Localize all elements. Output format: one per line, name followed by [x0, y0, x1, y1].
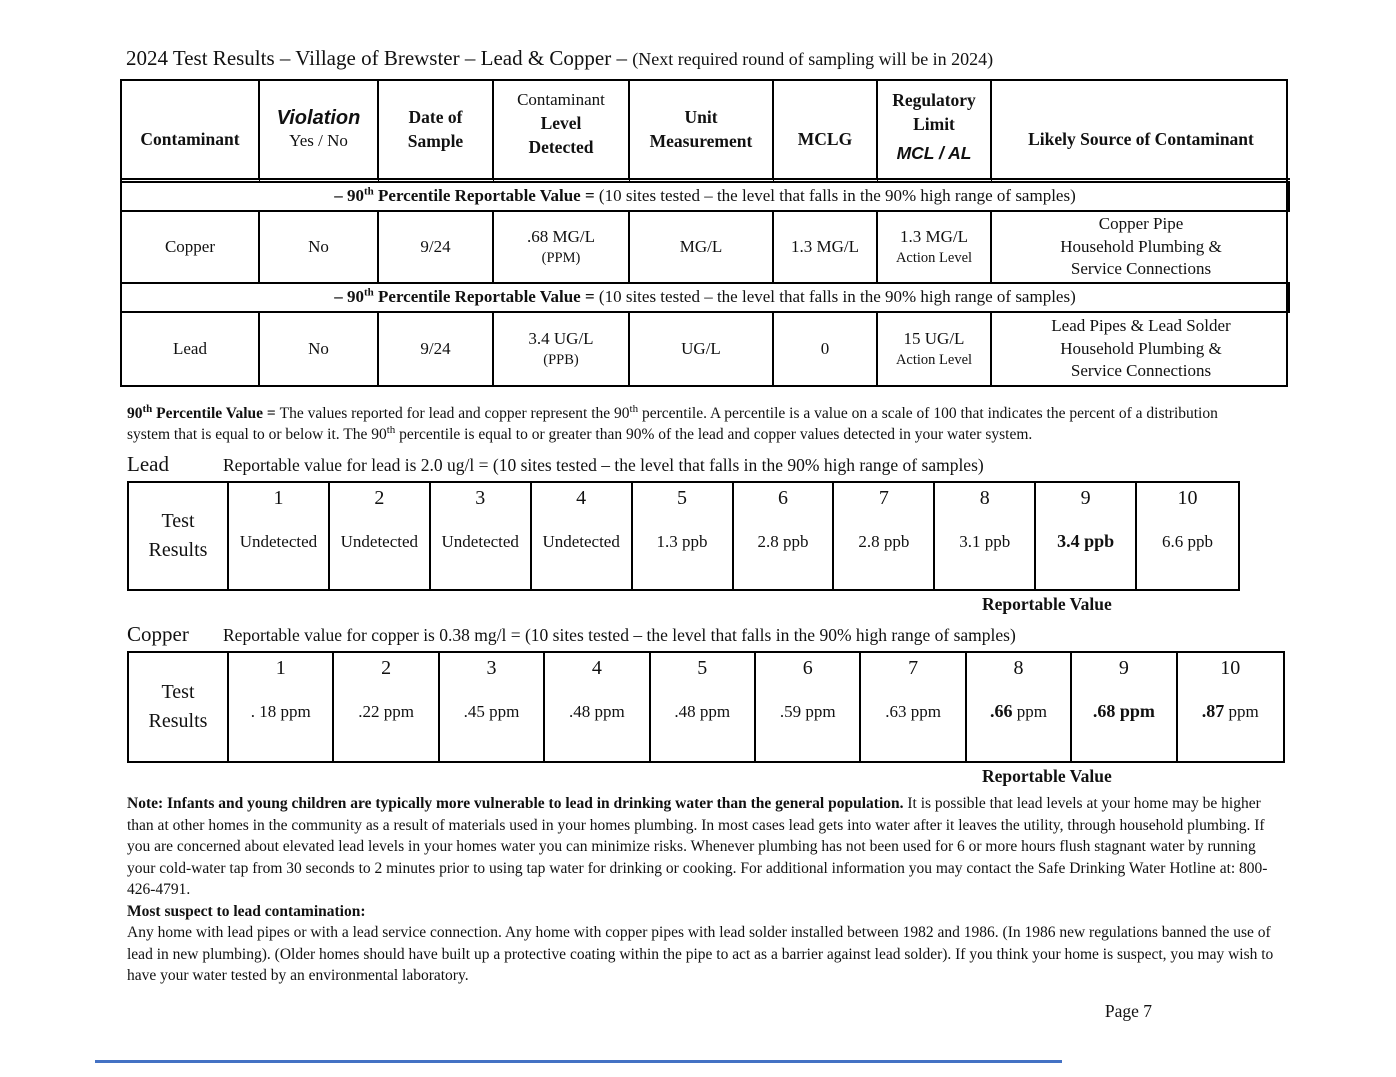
header-violation: Violation Yes / No — [260, 81, 379, 183]
lead-reportable-value-label: Reportable Value — [982, 594, 1112, 614]
copper-section-heading — [127, 622, 1290, 647]
suspect-heading: Most suspect to lead contamination: — [127, 902, 366, 920]
lead-cell-unit: UG/L — [630, 313, 774, 385]
header-regulatory-limit: Regulatory Limit MCL / AL — [878, 81, 992, 183]
copper-site-1: 1 . 18 ppm — [229, 653, 334, 761]
copper-site-8: 8 .66 ppm — [967, 653, 1072, 761]
header-date-of-sample: Date of Sample — [379, 81, 494, 183]
header-unit-measurement: Unit Measurement — [630, 81, 774, 183]
lead-cell-date: 9/24 — [379, 313, 494, 385]
copper-site-3: 3 .45 ppm — [440, 653, 545, 761]
header-likely-source: Likely Source of Contaminant — [992, 81, 1290, 183]
page-number: Page 7 — [1104, 1000, 1152, 1021]
lead-results-row-header: Test Results — [129, 483, 229, 589]
copper-site-7: 7 .63 ppm — [861, 653, 966, 761]
lead-site-6: 6 2.8 ppb — [734, 483, 835, 589]
copper-cell-source: Copper Pipe Household Plumbing & Service Connections — [992, 212, 1290, 284]
lead-section-desc: Reportable value for lead is 2.0 ug/l = (10 sites tested – the level that falls in the 90% high range of samples) — [223, 455, 984, 475]
lead-site-3: 3 Undetected — [431, 483, 532, 589]
lead-cell-violation: No — [260, 313, 379, 385]
page-title-paren: (Next required round of sampling will be in 2024) — [632, 49, 994, 69]
lead-site-2: 2 Undetected — [330, 483, 431, 589]
lead-percentile-band: – 90th Percentile Reportable Value = (10 sites tested – the level that falls in the 90% high range of samples) — [122, 284, 1290, 313]
copper-site-4: 4 .48 ppm — [545, 653, 650, 761]
copper-results-table — [127, 651, 1285, 763]
copper-cell-name: Copper — [122, 212, 260, 284]
copper-percentile-band: – 90th Percentile Reportable Value = (10 sites tested – the level that falls in the 90% high range of samples) — [122, 183, 1290, 212]
percentile-definition: 90th Percentile Value = The values reported for lead and copper represent the 90th percentile. A percentile is a value on a scale of 100 that indicates the percent of a distribution system that is equal to or below it. The 90th percentile is equal to or greater than 90% of the lead and copper values detected in your water system. — [127, 402, 1218, 443]
copper-cell-limit: 1.3 MG/L Action Level — [878, 212, 992, 284]
copper-site-10: 10 .87 ppm — [1201, 657, 1259, 721]
lead-site-1: 1 Undetected — [229, 483, 330, 589]
copper-site-5: 5 .48 ppm — [651, 653, 756, 761]
lead-site-5: 5 1.3 ppb — [633, 483, 734, 589]
page-title-main: 2024 Test Results – Village of Brewster – Lead & Copper – — [126, 46, 633, 70]
header-level-detected: Contaminant Level Detected — [494, 81, 630, 183]
lead-site-4: 4 Undetected — [532, 483, 633, 589]
lead-cell-mclg: 0 — [774, 313, 878, 385]
lead-results-table — [127, 481, 1240, 591]
header-contaminant: Contaminant — [122, 81, 260, 183]
copper-cell-date: 9/24 — [379, 212, 494, 284]
copper-site-6: 6 .59 ppm — [756, 653, 861, 761]
lead-warning-note: Note: Infants and young children are typically more vulnerable to lead in drinking water than the general population. It is possible that lead levels at your home may be higher than at other homes in the community as a result of materials used in your homes plumbing. In most cases lead gets into water after it leaves the utility, through household plumbing. If you are concerned about elevated lead levels in your homes water you can minimize risks. Whenever plumbing has not been used for 6 or more hours flush stagnant water by running your cold-water tap from 30 seconds to 2 minutes prior to using tap water for drinking or cooking. For additional information you may contact the Safe Drinking Water Hotline at: 800-426-4791. — [127, 795, 1268, 898]
lead-site-9: 9 3.4 ppb — [1036, 483, 1137, 589]
copper-site-9: 9 .68 ppm — [1072, 653, 1177, 761]
lead-cell-level: 3.4 UG/L (PPB) — [494, 313, 630, 385]
lead-site-8: 8 3.1 ppb — [935, 483, 1036, 589]
page-title — [126, 46, 1290, 71]
header-mclg: MCLG — [774, 81, 878, 183]
suspect-body: Any home with lead pipes or with a lead service connection. Any home with copper pipes with lead solder installed between 1982 and 1986. (In 1986 new regulations banned the use of lead in new plumbing). (Older homes should have built up a protective coating within the pipe to act as a barrier against lead solder). If you think your home is suspect, you may wish to have your water tested by an environmental laboratory. — [127, 924, 1274, 984]
lead-site-7: 7 2.8 ppb — [834, 483, 935, 589]
lead-cell-limit: 15 UG/L Action Level — [878, 313, 992, 385]
lead-section-label: Lead — [127, 452, 169, 476]
copper-cell-mclg: 1.3 MG/L — [774, 212, 878, 284]
copper-cell-violation: No — [260, 212, 379, 284]
copper-section-label: Copper — [127, 622, 189, 646]
copper-cell-level: .68 MG/L (PPM) — [494, 212, 630, 284]
lead-cell-name: Lead — [122, 313, 260, 385]
lead-cell-source: Lead Pipes & Lead Solder Household Plumbing & Service Connections — [1051, 315, 1231, 381]
copper-site-2: 2 .22 ppm — [334, 653, 439, 761]
copper-cell-unit: MG/L — [630, 212, 774, 284]
lead-section-heading — [127, 452, 1290, 477]
lead-site-10: 10 6.6 ppb — [1162, 487, 1214, 551]
footer-rule — [95, 1060, 1062, 1063]
copper-reportable-value-label: Reportable Value — [982, 766, 1112, 786]
copper-section-desc: Reportable value for copper is 0.38 mg/l = (10 sites tested – the level that falls in the 90% high range of samples) — [223, 625, 1016, 645]
lead-copper-summary-table — [120, 79, 1288, 387]
copper-results-row-header: Test Results — [129, 653, 229, 761]
